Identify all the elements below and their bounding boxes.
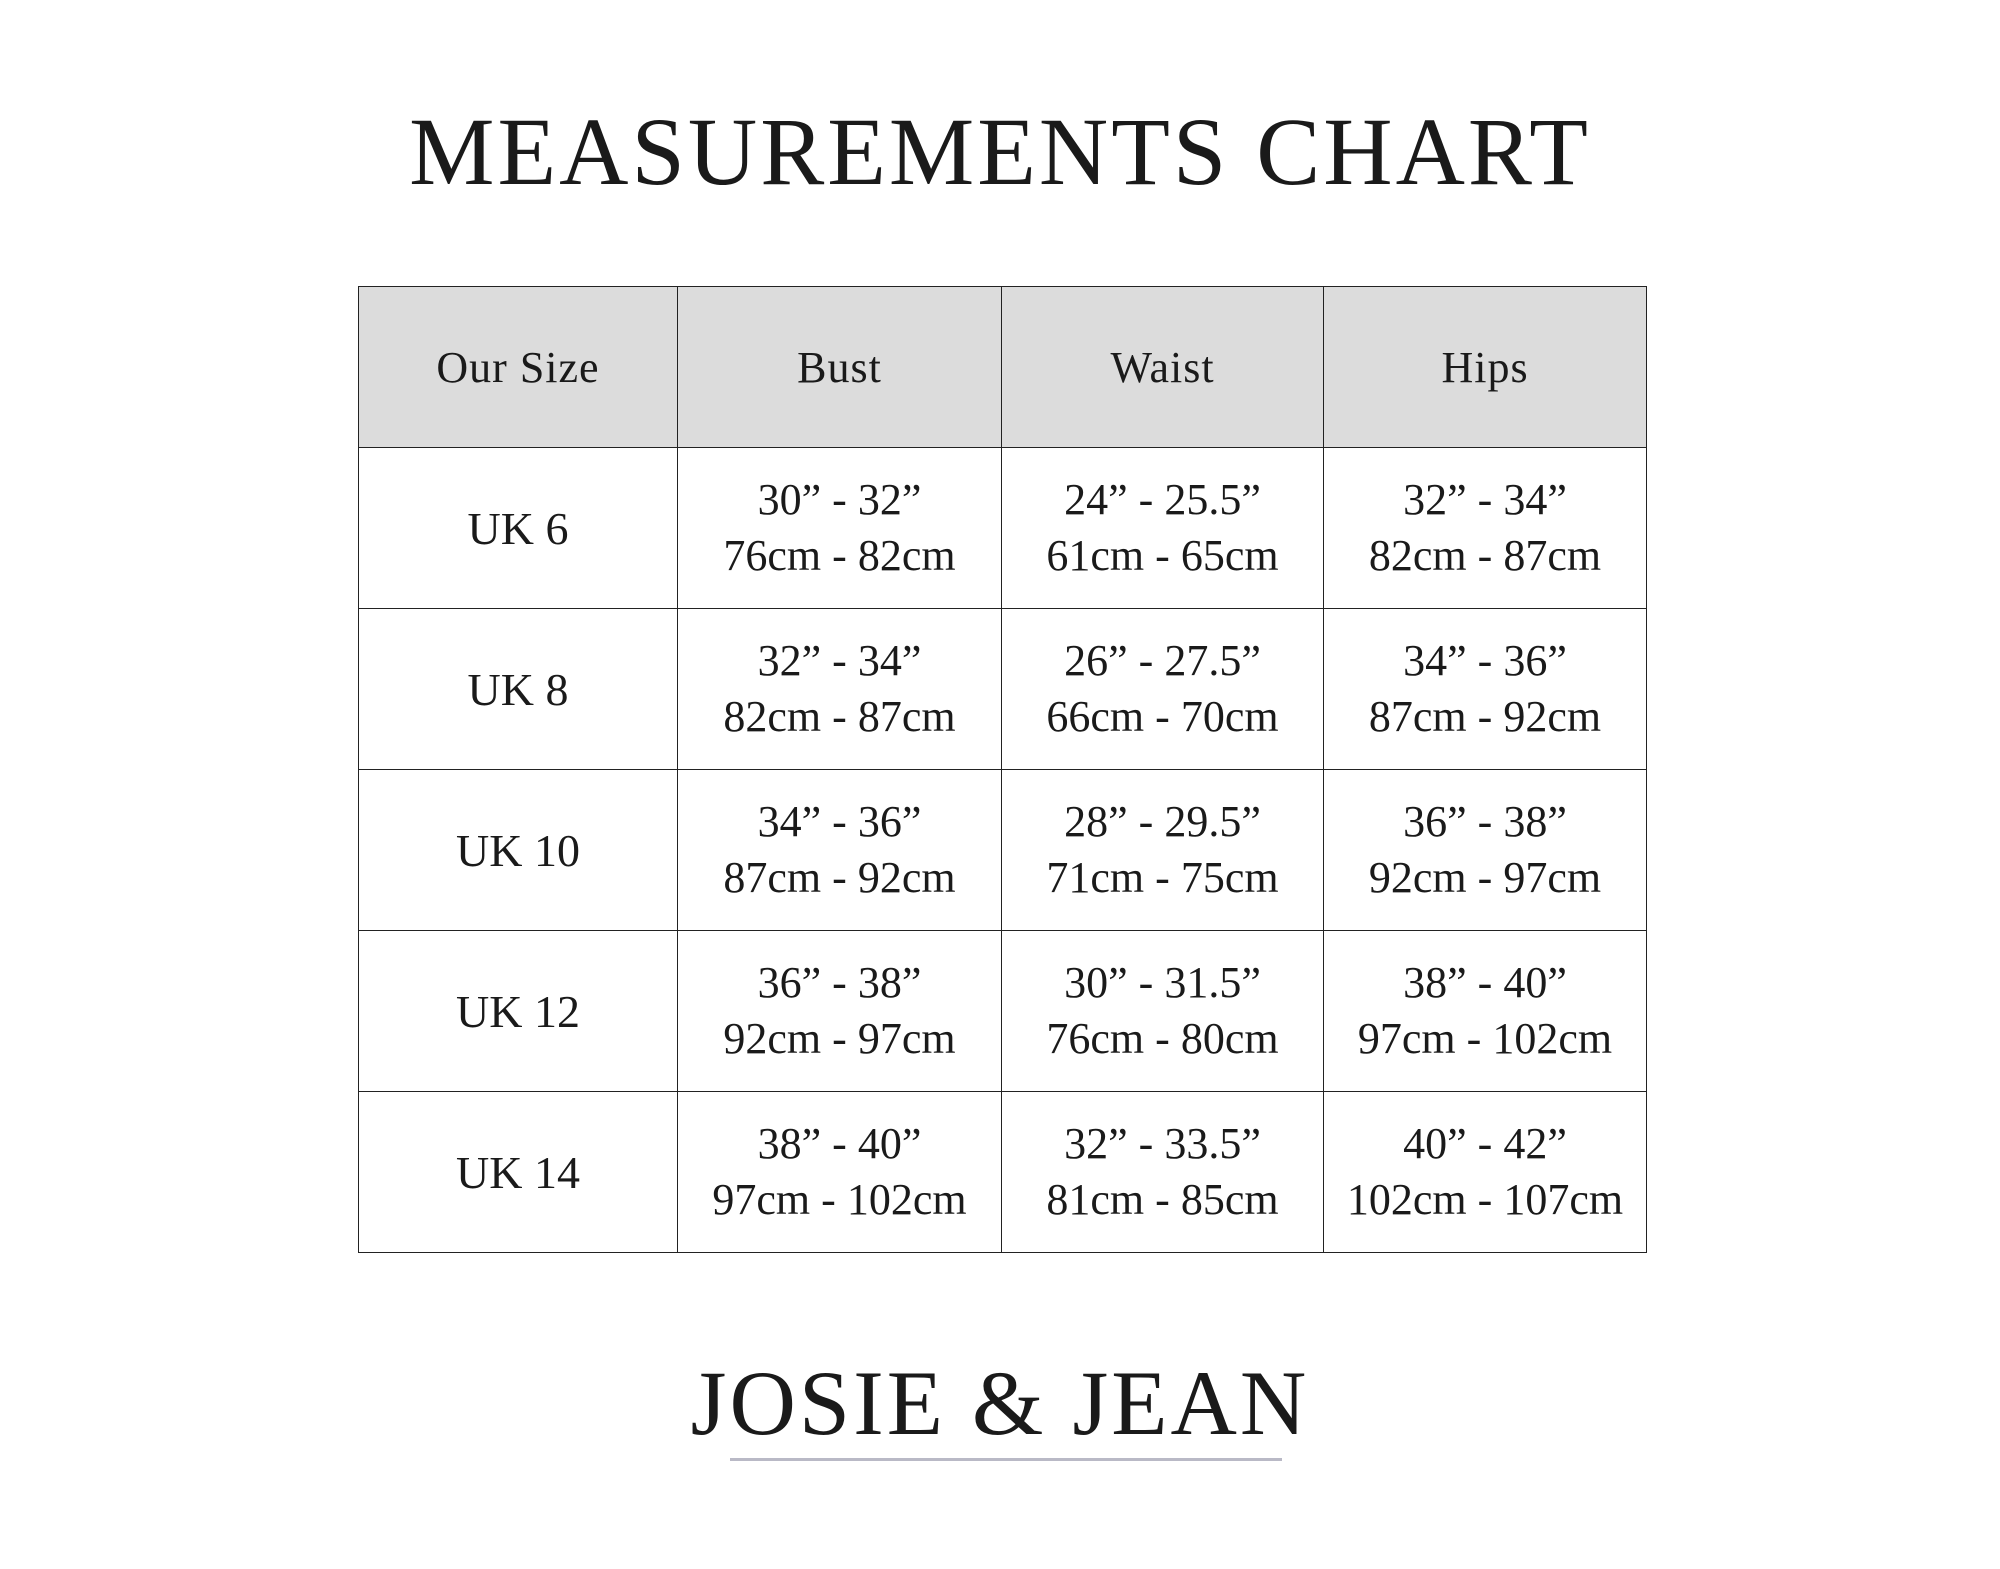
size-label: UK 10 [359, 770, 678, 931]
hips-cell [1324, 1092, 1647, 1253]
hips-imperial: 34” - 36” [1403, 636, 1567, 685]
header-our-size: Our Size [359, 287, 678, 448]
hips-metric: 92cm - 97cm [1368, 853, 1602, 902]
waist-imperial: 24” - 25.5” [1064, 475, 1261, 524]
bust-cell [678, 931, 1002, 1092]
hips-imperial: 38” - 40” [1403, 958, 1567, 1007]
waist-metric: 81cm - 85cm [1046, 1175, 1279, 1224]
waist-metric: 76cm - 80cm [1046, 1014, 1279, 1063]
waist-imperial: 28” - 29.5” [1064, 797, 1261, 846]
waist-cell [1002, 609, 1324, 770]
brand-logo: JOSIE & JEAN [690, 1352, 1310, 1454]
table-row [359, 770, 1647, 931]
waist-metric: 71cm - 75cm [1046, 853, 1279, 902]
bust-metric: 97cm - 102cm [712, 1175, 967, 1224]
hips-imperial: 36” - 38” [1403, 797, 1567, 846]
bust-imperial: 38” - 40” [757, 1119, 922, 1168]
hips-metric: 102cm - 107cm [1346, 1175, 1624, 1224]
table-row [359, 931, 1647, 1092]
hips-cell [1324, 448, 1647, 609]
bust-imperial: 32” - 34” [757, 636, 922, 685]
waist-metric: 66cm - 70cm [1046, 692, 1279, 741]
size-label: UK 6 [359, 448, 678, 609]
bust-imperial: 36” - 38” [757, 958, 922, 1007]
header-hips: Hips [1324, 287, 1647, 448]
header-waist: Waist [1002, 287, 1324, 448]
waist-cell [1002, 1092, 1324, 1253]
bust-metric: 76cm - 82cm [723, 531, 956, 580]
size-label: UK 14 [359, 1092, 678, 1253]
table-row [359, 448, 1647, 609]
bust-cell [678, 609, 1002, 770]
waist-imperial: 30” - 31.5” [1064, 958, 1261, 1007]
hips-metric: 87cm - 92cm [1368, 692, 1602, 741]
size-label: UK 12 [359, 931, 678, 1092]
bust-metric: 82cm - 87cm [723, 692, 956, 741]
bust-imperial: 30” - 32” [757, 475, 922, 524]
hips-imperial: 40” - 42” [1403, 1119, 1567, 1168]
waist-cell [1002, 448, 1324, 609]
hips-cell [1324, 931, 1647, 1092]
measurements-table [358, 286, 1647, 1253]
table-row [359, 609, 1647, 770]
bust-cell [678, 448, 1002, 609]
waist-cell [1002, 770, 1324, 931]
page-title: MEASUREMENTS CHART [409, 98, 1591, 205]
brand-underline [730, 1458, 1282, 1461]
hips-cell [1324, 770, 1647, 931]
bust-cell [678, 770, 1002, 931]
table-header-row [359, 287, 1647, 448]
bust-metric: 87cm - 92cm [723, 853, 956, 902]
bust-metric: 92cm - 97cm [723, 1014, 956, 1063]
waist-metric: 61cm - 65cm [1046, 531, 1279, 580]
table-row [359, 1092, 1647, 1253]
bust-imperial: 34” - 36” [757, 797, 922, 846]
header-bust: Bust [678, 287, 1002, 448]
waist-imperial: 26” - 27.5” [1064, 636, 1261, 685]
size-label: UK 8 [359, 609, 678, 770]
hips-metric: 97cm - 102cm [1357, 1014, 1613, 1063]
hips-cell [1324, 609, 1647, 770]
waist-imperial: 32” - 33.5” [1064, 1119, 1261, 1168]
hips-metric: 82cm - 87cm [1368, 531, 1602, 580]
waist-cell [1002, 931, 1324, 1092]
hips-imperial: 32” - 34” [1403, 475, 1567, 524]
bust-cell [678, 1092, 1002, 1253]
